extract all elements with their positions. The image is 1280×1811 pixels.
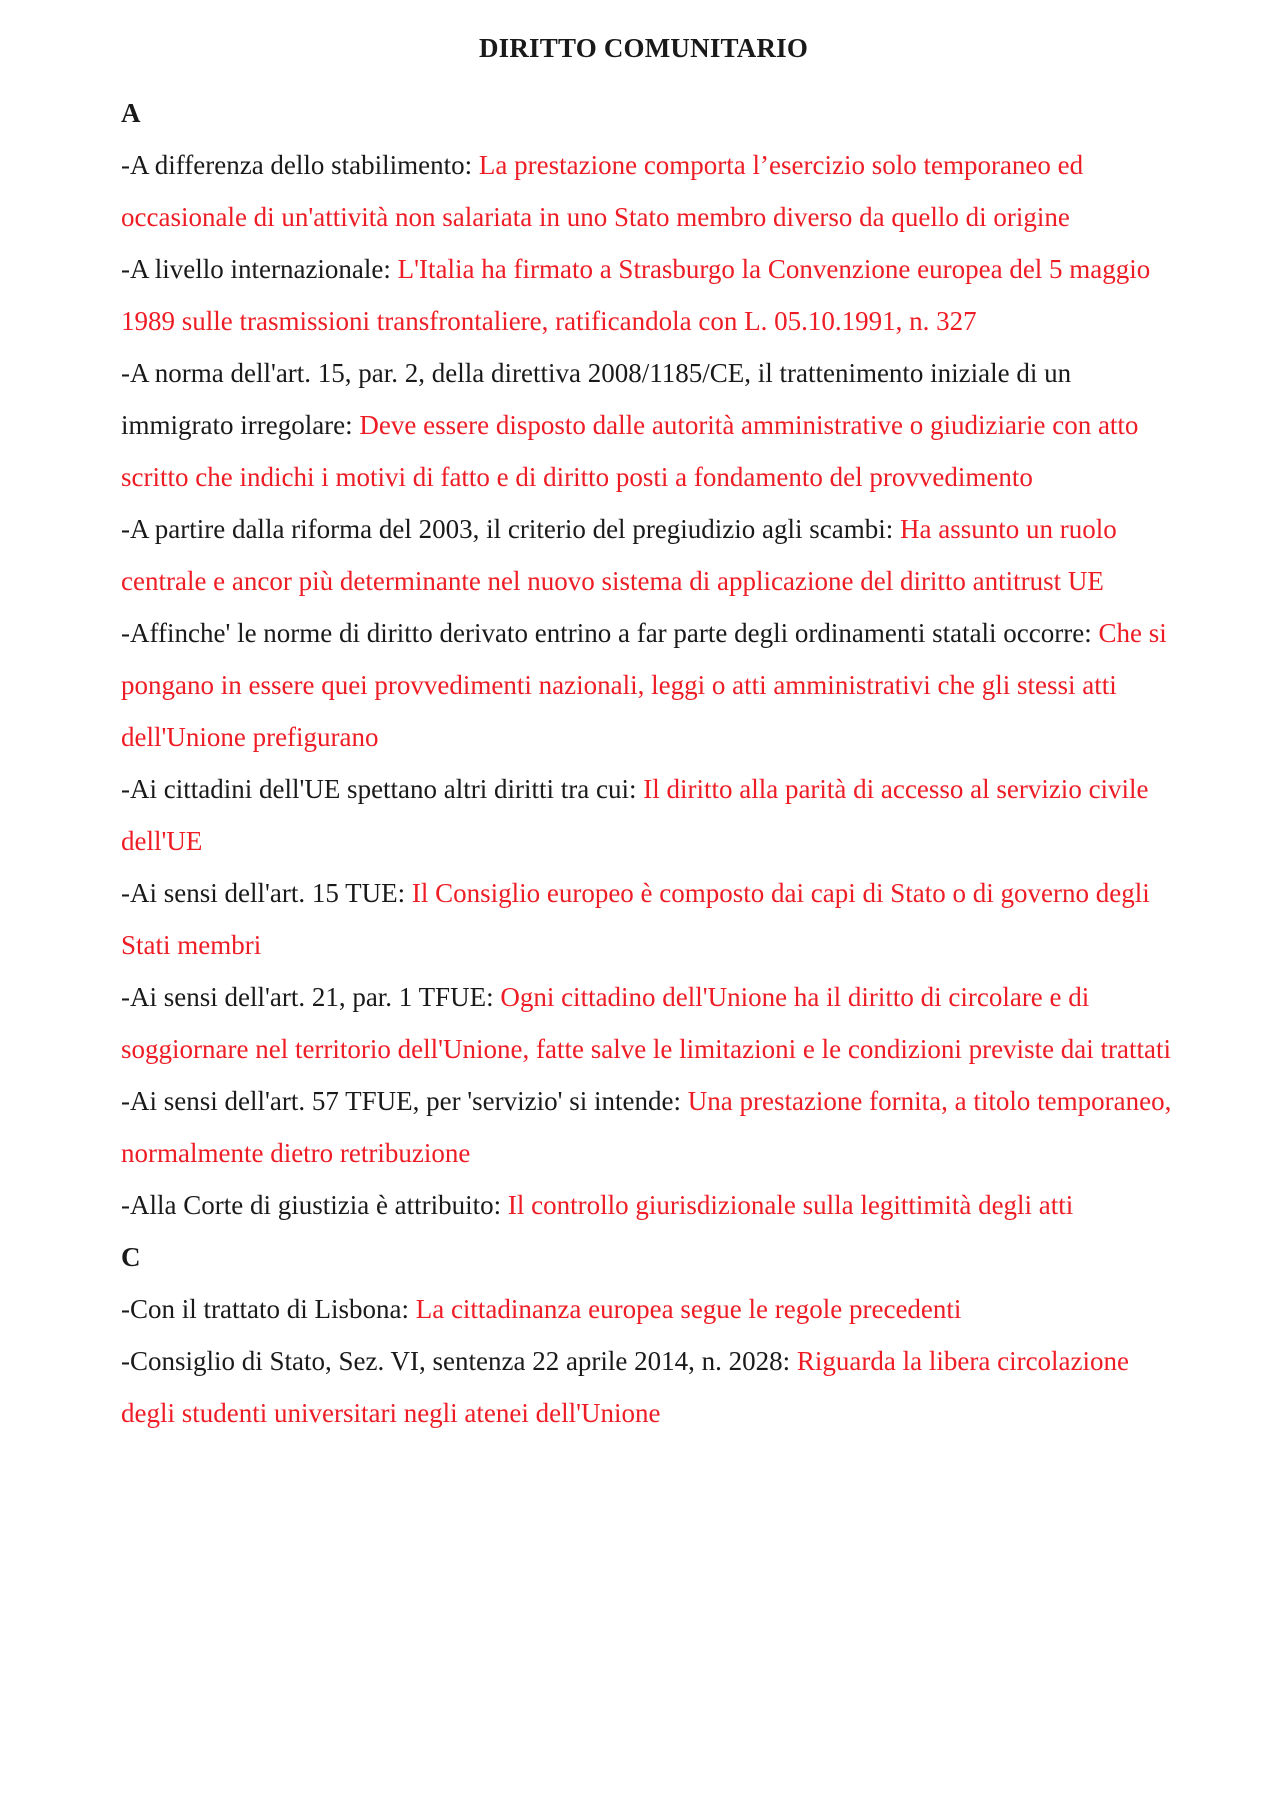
entry-answer: Che si pongano in essere quei provvedimenti nazionali, leggi o atti amministrativi che gli stessi atti dell'Unione prefigurano [121, 618, 1167, 752]
section-a [121, 87, 1188, 1231]
entry-answer: Ha assunto un ruolo centrale e ancor più determinante nel nuovo sistema di applicazione del diritto antitrust UE [121, 514, 1117, 596]
entry [121, 1335, 1188, 1439]
entry-question: -Ai sensi dell'art. 15 TUE: [121, 878, 412, 908]
section-letter: A [121, 98, 141, 128]
entry-answer: Deve essere disposto dalle autorità amministrative o giudiziarie con atto scritto che indichi i motivi di fatto e di diritto posti a fondamento del provvedimento [121, 410, 1139, 492]
entry-question: -Affinche' le norme di diritto derivato entrino a far parte degli ordinamenti statali occorre: [121, 618, 1099, 648]
page-title: DIRITTO COMUNITARIO [478, 33, 809, 63]
entry-question: -Con il trattato di Lisbona: [121, 1294, 416, 1324]
section-c [121, 1231, 1188, 1439]
entry-answer: Una prestazione fornita, a titolo temporaneo, normalmente dietro retribuzione [121, 1086, 1172, 1168]
entry [121, 1283, 1188, 1335]
entry-question: -Alla Corte di giustizia è attribuito: [121, 1190, 508, 1220]
entry [121, 763, 1188, 867]
entry-answer: Il Consiglio europeo è composto dai capi di Stato o di governo degli Stati membri [121, 878, 1150, 960]
entry [121, 1075, 1188, 1179]
section-letter: C [121, 1242, 141, 1272]
entry-question: -Ai cittadini dell'UE spettano altri diritti tra cui: [121, 774, 644, 804]
entry-answer: La prestazione comporta l’esercizio solo temporaneo ed occasionale di un'attività non salariata in uno Stato membro diverso da quello di origine [121, 150, 1084, 232]
entry-question: -A differenza dello stabilimento: [121, 150, 479, 180]
entry [121, 971, 1188, 1075]
entry [121, 607, 1188, 763]
entry [121, 503, 1188, 607]
entry-answer: Riguarda la libera circolazione degli studenti universitari negli atenei dell'Unione [121, 1346, 1130, 1428]
entry-question: -Ai sensi dell'art. 57 TFUE, per 'servizio' si intende: [121, 1086, 688, 1116]
entry [121, 243, 1188, 347]
entry [121, 139, 1188, 243]
entry-answer: L'Italia ha firmato a Strasburgo la Convenzione europea del 5 maggio 1989 sulle trasmissioni transfrontaliere, ratificandola con L. 05.10.1991, n. 327 [121, 254, 1151, 336]
entry-question: -A livello internazionale: [121, 254, 398, 284]
entry-question: -A norma dell'art. 15, par. 2, della direttiva 2008/1185/CE, il trattenimento iniziale di un immigrato irregolare: [121, 358, 1072, 440]
entry-answer: Il diritto alla parità di accesso al servizio civile dell'UE [121, 774, 1149, 856]
entry-answer: La cittadinanza europea segue le regole precedenti [415, 1294, 962, 1324]
entry-question: -Consiglio di Stato, Sez. VI, sentenza 22 aprile 2014, n. 2028: [121, 1346, 797, 1376]
entry [121, 867, 1188, 971]
entry-question: -Ai sensi dell'art. 21, par. 1 TFUE: [121, 982, 501, 1012]
entry [121, 347, 1188, 503]
entry [121, 1179, 1188, 1231]
entry-question: -A partire dalla riforma del 2003, il criterio del pregiudizio agli scambi: [121, 514, 900, 544]
entry-answer: Ogni cittadino dell'Unione ha il diritto di circolare e di soggiornare nel territorio dell'Unione, fatte salve le limitazioni e le condizioni previste dai trattati [121, 982, 1172, 1064]
entry-answer: Il controllo giurisdizionale sulla legittimità degli atti [507, 1190, 1074, 1220]
